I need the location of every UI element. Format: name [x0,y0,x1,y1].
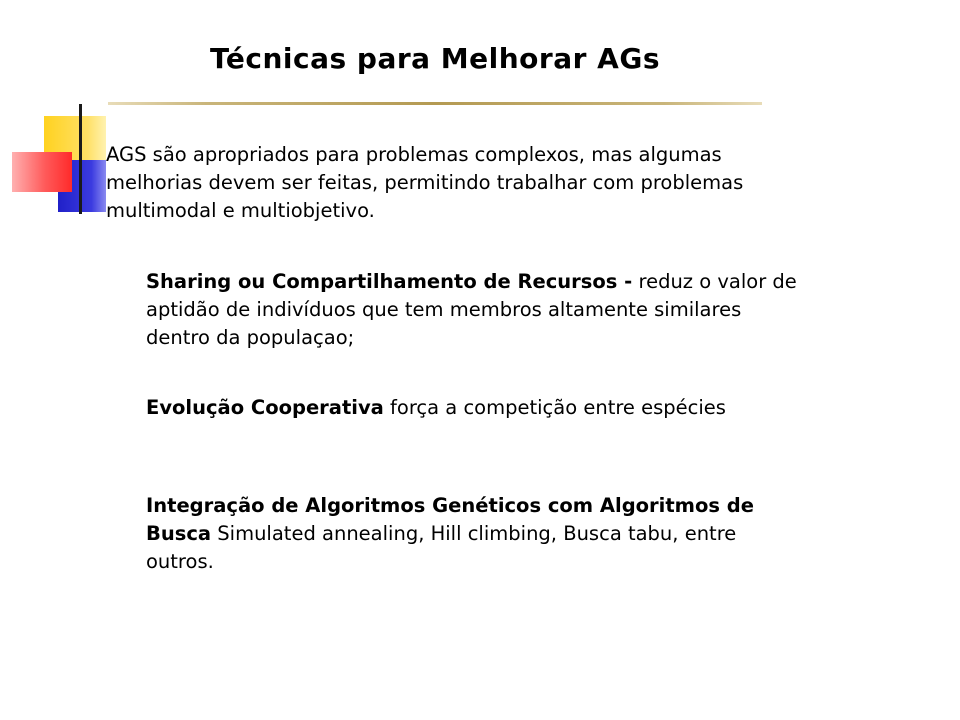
list-item [146,394,806,422]
title-underline [108,102,762,105]
intro-text: AGS são apropriados para problemas complexos, mas algumas melhorias devem ser feitas, permitindo trabalhar com problemas multimodal e multiobjetivo. [106,143,744,222]
intro-paragraph [106,141,806,225]
decorative-vertical-line [79,104,82,214]
item-text: força a competição entre espécies [390,396,726,419]
slide-title: Técnicas para Melhorar AGs [210,42,660,75]
decorative-red-square [12,152,72,192]
list-item [146,492,806,576]
item-heading: Evolução Cooperativa [146,396,384,419]
item-text: reduz o valor de aptidão de indivíduos que tem membros altamente similares dentro da populaçao; [146,270,797,349]
list-item [146,268,806,352]
item-text: Simulated annealing, Hill climbing, Busca tabu, entre outros. [146,522,737,573]
item-heading: Integração de Algoritmos Genéticos com Algoritmos de Busca [146,494,754,545]
item-heading: Sharing ou Compartilhamento de Recursos - [146,270,633,293]
